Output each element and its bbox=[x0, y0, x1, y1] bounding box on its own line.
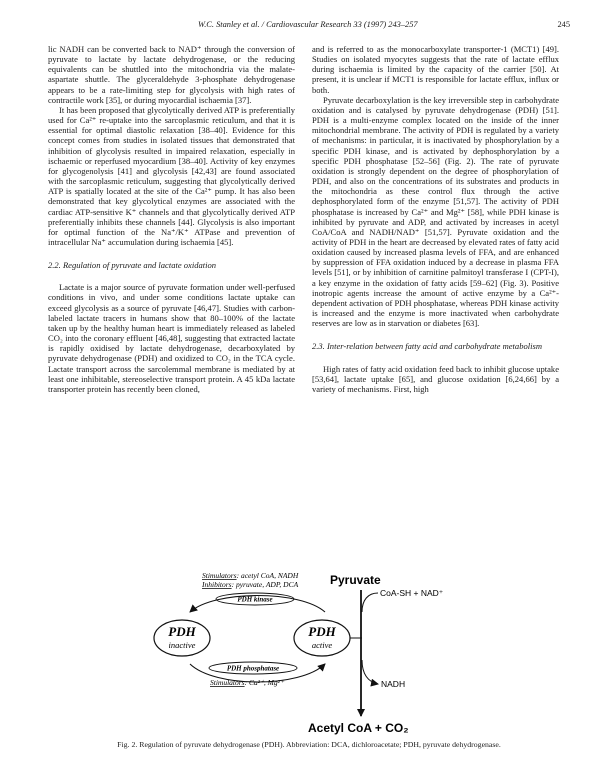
paragraph: High rates of fatty acid oxidation feed back to inhibit glucose uptake [53,64], lactate uptake [65], and glucose oxidation [6,24,66] by a variety of mechanisms. First, high bbox=[312, 363, 559, 394]
pdh-phosphatase-label: PDH phosphatase bbox=[226, 664, 280, 673]
kinase-stimulators-text: Stimulators: acetyl CoA, NADH bbox=[202, 571, 299, 580]
paragraph: Pyruvate decarboxylation is the key irreversible step in carbohydrate oxidation and is catalysed by pyruvate dehydrogenase (PDH) [51]. PDH is a multi-enzyme complex located on the inside of the inner mitochondrial membrane. The activity of PDH is regulated by a variety of mechanisms: in particular, it is inactivated by phosphorylation by a specific PDH kinase, and is activated by dephosphorylation by a specific PDH phosphatase [52–56] (Fig. 2). The rate of pyruvate oxidation is strongly dependent on the degree of phosphorylation of PDH, and also on the concentrations of its substrates and products in the mitochondria as these control flux through the active dephosphorylated form of the enzyme [51,57]. The activity of PDH phosphatase is increased by Ca²⁺ and Mg²⁺ [58], while PDH kinase is inhibited by pyruvate and ADP, and activated by increases in acetyl CoA/CoA and NADH/NAD⁺ [51,57]. Pyruvate oxidation and the activity of PDH in the heart are decreased by elevated rates of fatty acid oxidation caused by increased plasma levels of FFA, and are enhanced by suppression of FFA oxidation induced by a decrease in plasma FFA levels [51], or by inhibition of carnitine palmitoyl transferase I (CPT-I), a key enzyme in the oxidation of fatty acids [59–62] (Fig. 3). Positive inotropic agents increase the amount of active enzyme by a Ca²⁺-dependent activation of PDH phosphatase, whereas PDH kinase activity is increased and the enzyme is more inactivated when carbohydrate reserves are low as in starvation or diabetes [63]. bbox=[312, 94, 559, 329]
coa-label: CoA-SH + NAD⁺ bbox=[380, 588, 444, 598]
journal-citation: W.C. Stanley et al. / Cardiovascular Research 33 (1997) 243–257 bbox=[198, 20, 418, 29]
pdh-kinase-label: PDH kinase bbox=[237, 595, 273, 604]
section-heading: 2.2. Regulation of pyruvate and lactate oxidation bbox=[48, 260, 217, 271]
coa-input-curve bbox=[362, 593, 378, 612]
phosphatase-stimulators-text: Stimulators: Ca²⁺, Mg²⁺ bbox=[210, 678, 284, 687]
pdh-inactive-title: PDH bbox=[168, 624, 196, 639]
pyruvate-label: Pyruvate bbox=[330, 573, 381, 587]
figure-caption: Fig. 2. Regulation of pyruvate dehydrogenase (PDH). Abbreviation: DCA, dichloroacetate; PDH, pyruvate dehydrogenase. bbox=[117, 740, 501, 749]
section-heading: 2.3. Inter-relation between fatty acid and carbohydrate metabolism bbox=[312, 341, 542, 352]
paragraph: It has been proposed that glycolytically derived ATP is preferentially used for Ca²⁺ re-uptake into the sarcoplasmic reticulum, and that it is essential for optimal diastolic relaxation [38–40]. Evidence for this concept comes from studies in isolated tissues that demonstrated that inhibition of glycolysis resulted in impaired relaxation, especially in ischaemic or reperfused myocardium [38–40]. Activity of key enzymes for glycogenolysis [41] and glycolysis [42,43] are found associated with the sarcoplasmic reticulum, suggesting that glycolytically derived ATP is spatially located at the site of the Ca²⁺ pump. It has also been demonstrated that key glycolytical enzymes are associated with the cardiac ATP-sensitive K⁺ channels and that glycolytically derived ATP preferentially inhibits these channels [44]. Glycolysis is also important for optimal function of the Na⁺/K⁺ ATPase and prevention of intracellular Na⁺ accumulation during ischaemia [45]. bbox=[48, 104, 295, 247]
pdh-inactive-sub: inactive bbox=[168, 640, 196, 650]
paragraph: lic NADH can be converted back to NAD⁺ through the conversion of pyruvate to lactate by lactate dehydrogenase, or the reducing equivalents can be shuttled into the mitochondria via the malate-aspartate shuttle. The glyceraldehyde 3-phosphate dehydrogenase appears to be a rate-limiting step for glycolysis with high rates of contractile work [35], or during myocardial ischaemia [37]. bbox=[48, 44, 295, 105]
figure-pdh-regulation bbox=[0, 560, 600, 738]
pdh-diagram bbox=[0, 560, 600, 738]
paragraph: Lactate is a major source of pyruvate formation under well-perfused conditions in vivo, and under some conditions lactate uptake can exceed glycolysis as a source of pyruvate [46,47]. Studies with carbon-labeled lactate tracers in humans show that 80–100% of the lactate taken up by the healthy human heart is immediately released as labeled CO₂ into the coronary effluent [46,48], suggesting that extracted lactate is rapidly oxidised by lactate dehydrogenase, decarboxylated by pyruvate dehydrogenase (PDH) and oxidized to CO₂ in the TCA cycle. Lactate transport across the sarcolemmal membrane is mediated by at least one inhibitable, stereoselective transport protein. A 45 kDa lactate transporter protein has recently been cloned, bbox=[48, 282, 295, 394]
right-column bbox=[312, 44, 559, 394]
left-column bbox=[48, 44, 295, 394]
running-header bbox=[48, 20, 570, 34]
page-number: 245 bbox=[557, 20, 570, 29]
product-label: Acetyl CoA + CO₂ bbox=[308, 721, 409, 735]
pdh-active-title: PDH bbox=[308, 624, 336, 639]
nadh-label: NADH bbox=[381, 679, 406, 689]
pdh-active-sub: active bbox=[311, 640, 333, 650]
paragraph: and is referred to as the monocarboxylate transporter-1 (MCT1) [49]. Studies on isolated myocytes suggests that the rate of lactate efflux during ischaemia is limited by the capacity of the carrier [50]. At present, it is unclear if MCT1 is responsible for lactate efflux, influx or both. bbox=[312, 44, 559, 95]
nadh-output-curve bbox=[362, 660, 378, 684]
kinase-inhibitors-text: Inhibitors: pyruvate, ADP, DCA bbox=[202, 580, 299, 589]
